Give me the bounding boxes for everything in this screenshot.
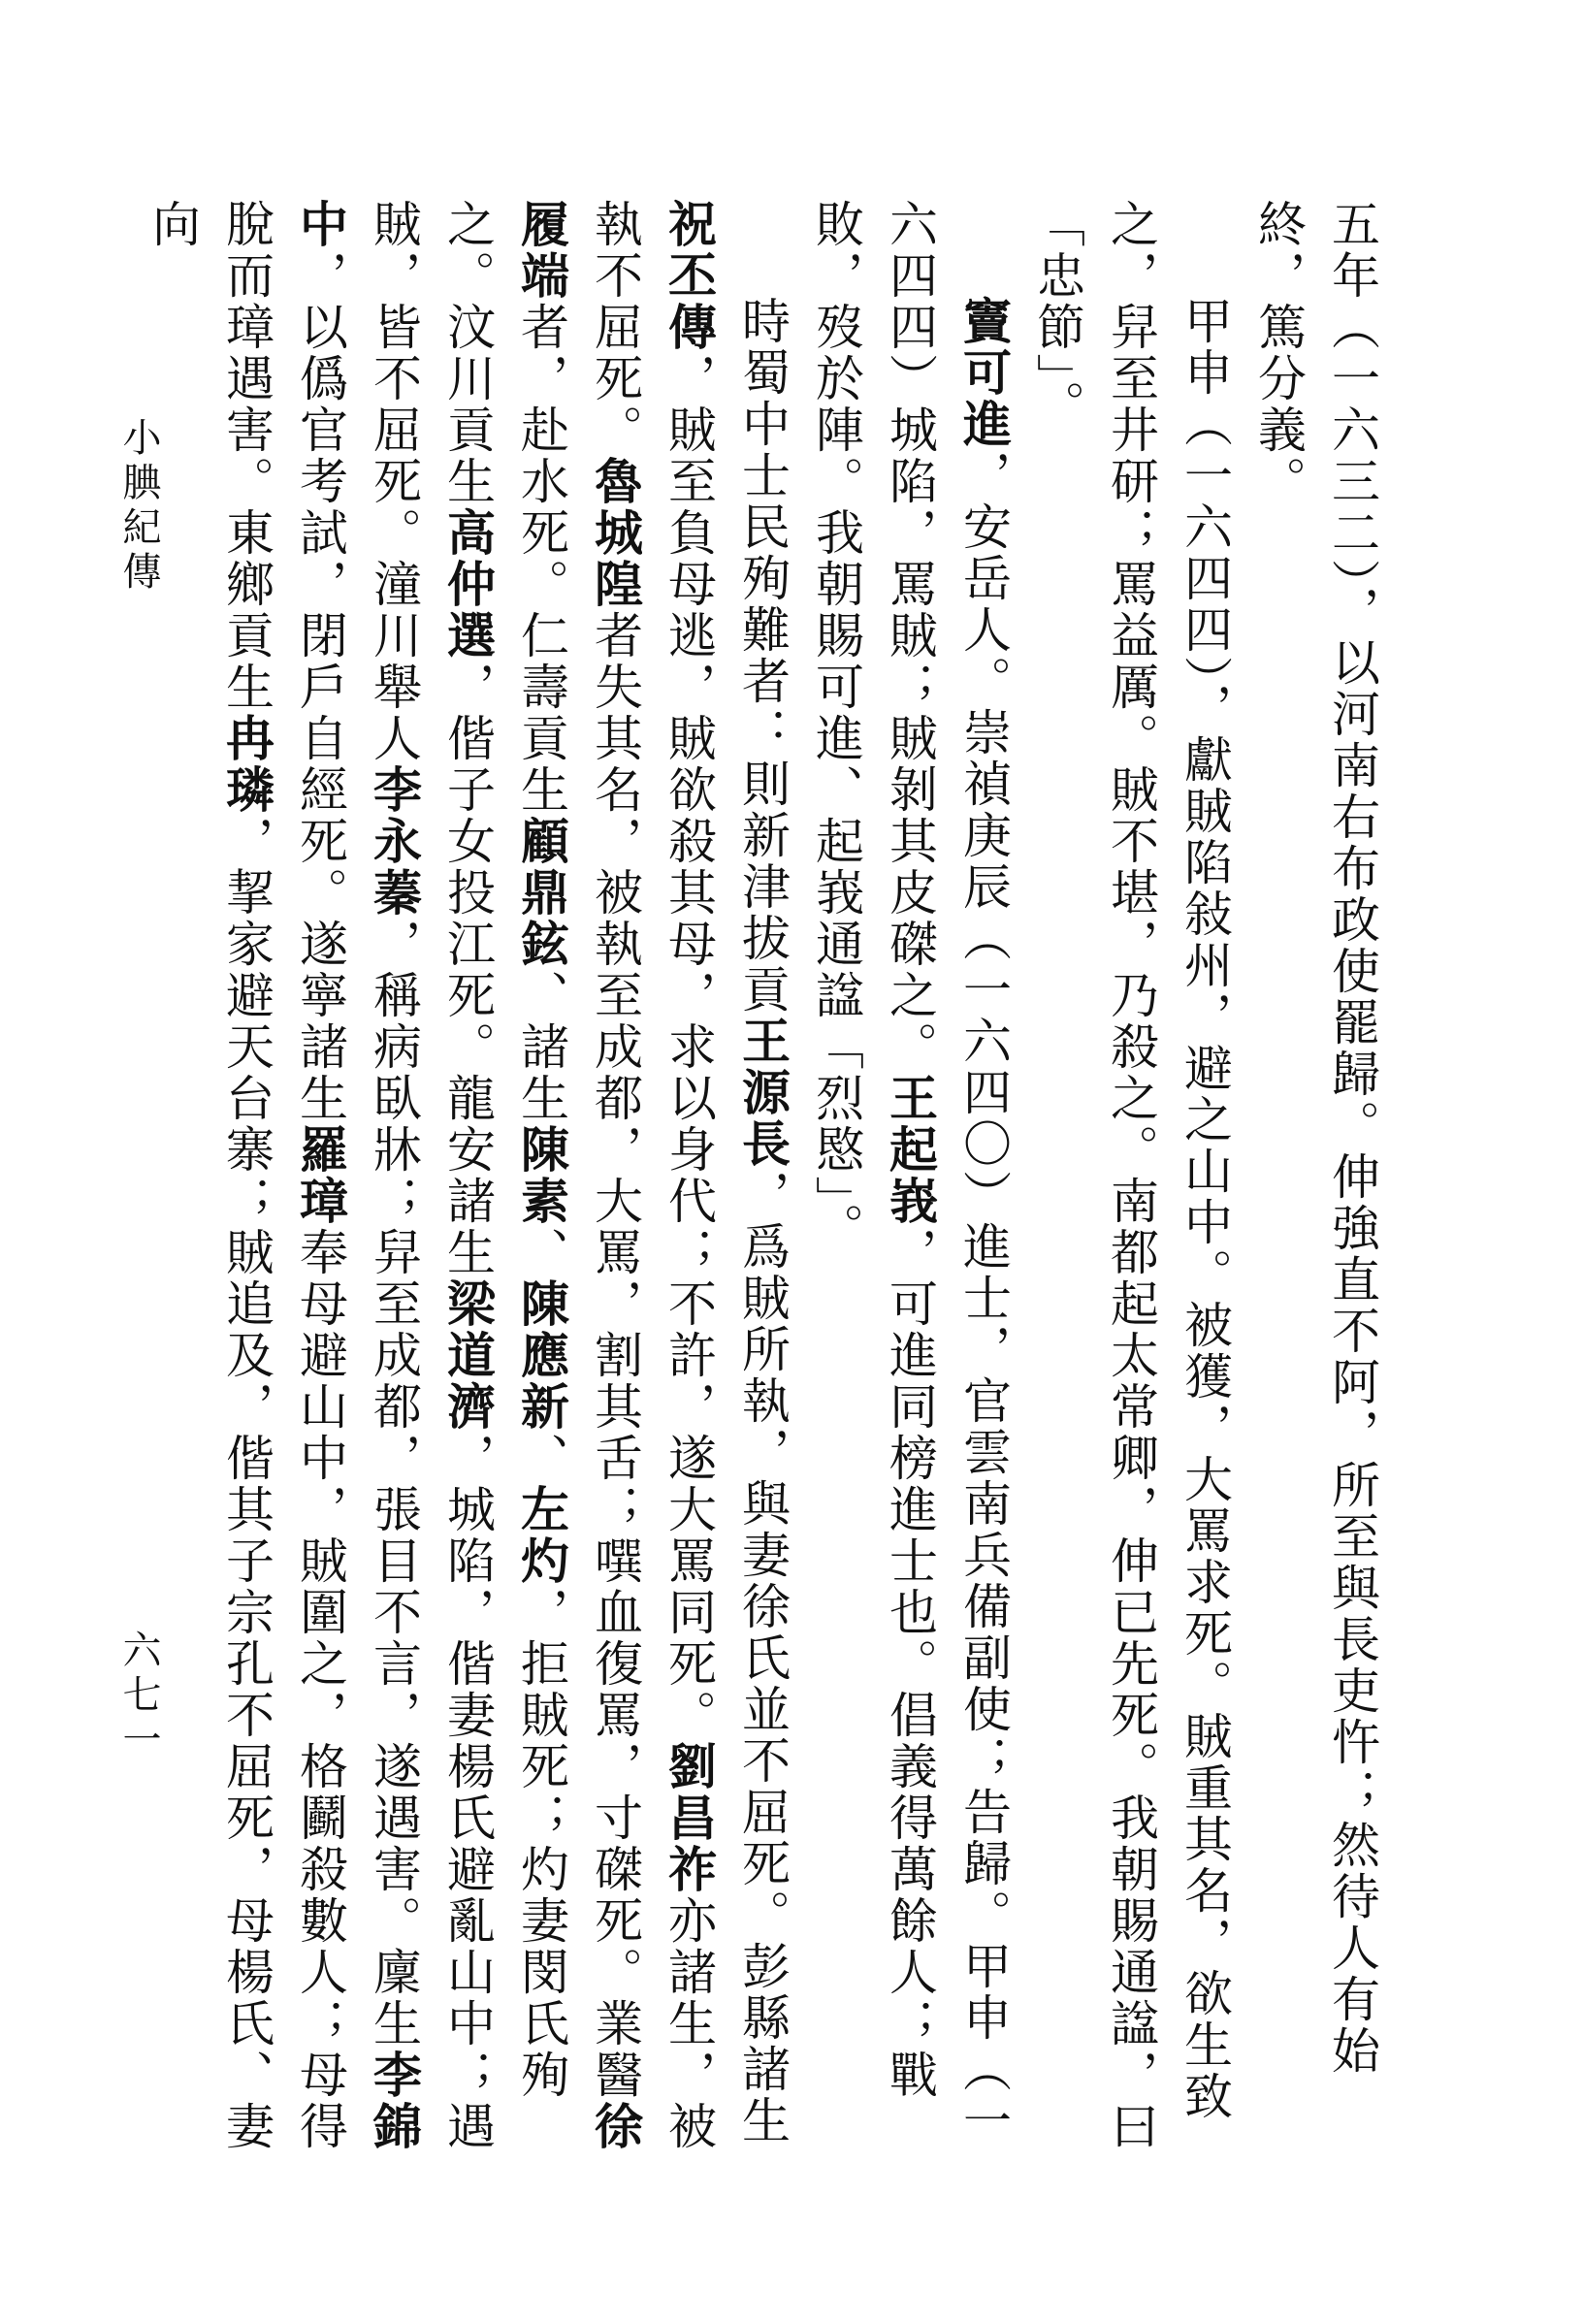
text-run: 者失其名，被執至成都，大罵，割其舌；噀血復罵，寸磔死。業醫 [587, 610, 643, 2101]
text-run: 者，赴水死。仁壽貢生 [513, 302, 569, 816]
text-run: 甲申（一六四四），獻賊陷敍州，避之山中。被獲，大罵求死。賊重其名，欲生致之，舁至井研；罵益厲。賊不堪，乃殺之。南都起太常卿，伸已先死。我朝賜通諡，曰「忠節」。 [1029, 199, 1233, 2152]
text-run: ，挈家避天台寨；賊追及，偕其子宗孔不屈死，母楊氏、妻向 [145, 199, 275, 2152]
page-number: 六七一 [116, 1630, 161, 1763]
paragraph-1 [1242, 199, 1389, 2178]
text-run: 亦諸生，被執不屈死。 [587, 199, 717, 2152]
text-run: ，安岳人。崇禎庚辰（一六四〇）進士，官雲南兵備副使；告歸。甲申（一六四四）城陷，罵賊；賊剝其皮磔之。 [882, 199, 1012, 2146]
person-name: 魯城隍 [587, 456, 644, 610]
paragraph-4 [136, 199, 799, 2178]
paragraph-2 [1020, 199, 1242, 2178]
person-name: 徐履端 [513, 199, 644, 2152]
text-run: 、 [513, 1433, 569, 1484]
person-name: 羅璋 [292, 1124, 349, 1227]
text-run: ，爲賊所執，與妻徐氏並不屈死。彭縣諸生 [734, 1170, 791, 2146]
person-name: 陳應新 [513, 1278, 570, 1433]
person-name: 冉璘 [218, 713, 275, 816]
text-run: ，城陷，偕妻楊氏避亂山中；遇賊，皆不屈死。潼川舉人 [366, 199, 496, 2152]
running-head: 小腆紀傳 [116, 417, 161, 596]
text-run: 五年（一六三二），以河南右布政使罷歸。伸強直不阿，所至與長吏忤；然待人有始終，篤分義。 [1250, 199, 1380, 2077]
person-name: 王起峩 [882, 1073, 939, 1227]
person-name: 劉昌祚 [661, 1741, 718, 1895]
text-run: 、諸生 [513, 970, 569, 1124]
text-run: ，偕子女投江死。龍安諸生 [439, 662, 496, 1278]
person-name: 祝丕傳 [661, 199, 718, 353]
text-run: 、 [513, 1227, 569, 1278]
text-run: ，可進同榜進士也。倡義得萬餘人；戰敗，歿於陣。我朝賜可進、起峩通諡「烈愍」。 [808, 199, 938, 2101]
person-name: 顧鼎鉉 [513, 816, 570, 970]
paragraph-3 [799, 199, 1020, 2178]
text-run: ，賊至負母逃，賊欲殺其母，求以身代；不許，遂大罵同死。 [661, 353, 717, 1741]
text-run: ，拒賊死；灼妻閔氏殉之。汶川貢生 [439, 199, 569, 2101]
text-run: 時蜀中士民殉難者：則新津拔貢 [734, 296, 791, 1016]
person-name: 竇可進 [955, 296, 1013, 450]
person-name: 左灼 [513, 1484, 570, 1587]
person-name: 李永蓁 [366, 764, 423, 919]
text-run: ，以僞官考試，閉戶自經死。遂寧諸生 [292, 250, 348, 1124]
person-name: 李錦中 [292, 199, 423, 2152]
person-name: 王源長 [734, 1016, 792, 1170]
body-text [145, 199, 1389, 2178]
person-name: 陳素 [513, 1124, 570, 1227]
person-name: 高仲選 [439, 507, 497, 662]
person-name: 梁道濟 [439, 1278, 497, 1433]
text-run: ，稱病臥牀；舁至成都，張目不言，遂遇害。廩生 [366, 919, 422, 2050]
text-run: 奉母避山中，賊圍之，格鬬殺數人；母得脫而璋遇害。東鄉貢生 [218, 199, 348, 2152]
